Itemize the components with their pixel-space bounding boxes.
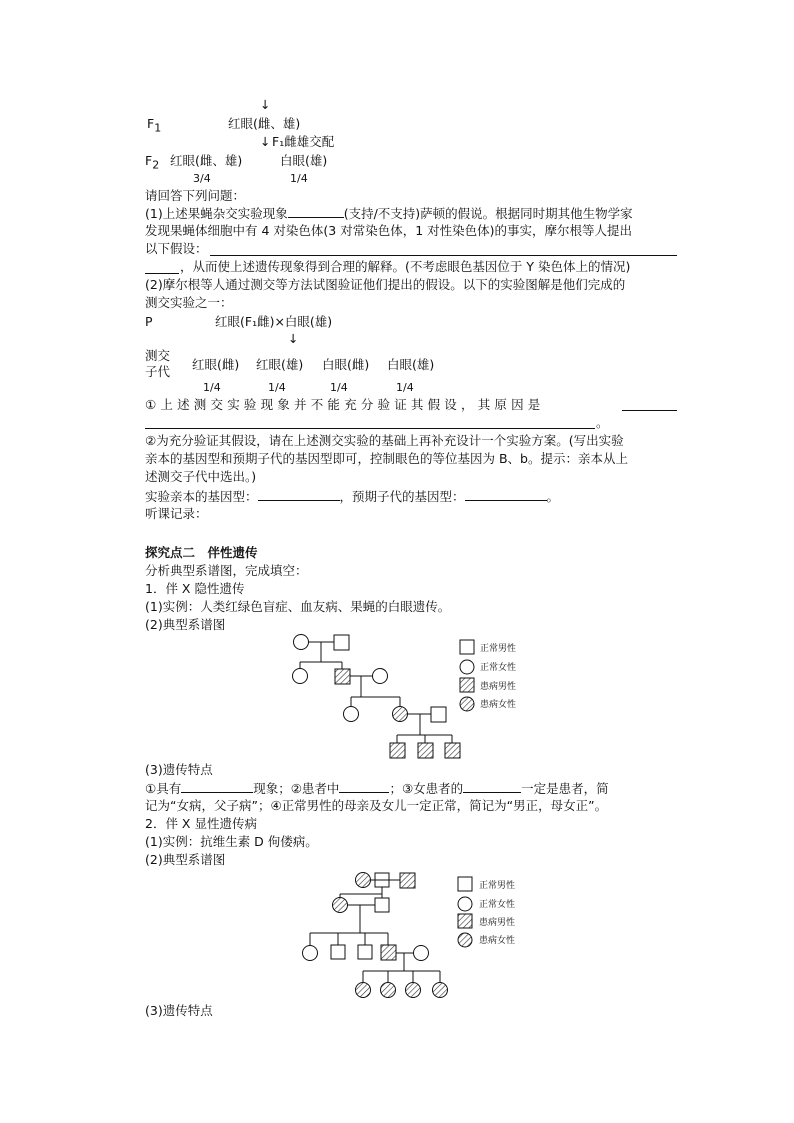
arrow-down: ↓ — [288, 331, 299, 346]
affected-male-symbol — [390, 743, 405, 758]
affected-female-symbol — [433, 983, 448, 998]
section-title: 探究点二 伴性遗传 — [145, 545, 258, 560]
affected-female-symbol — [406, 983, 421, 998]
question-2-part-2-line-3: 述测交子代中选出。) — [145, 469, 257, 484]
legend-affected-male-label: 患病男性 — [479, 918, 516, 928]
offspring-phenotype: 白眼(雌) — [322, 357, 370, 372]
legend-affected-female-symbol — [458, 933, 472, 947]
answer-blank[interactable] — [145, 273, 179, 274]
normal-male-symbol — [431, 707, 446, 722]
experiment-genotypes: 实验亲本的基因型： ，预期子代的基因型： 。 — [145, 489, 560, 504]
normal-female-symbol — [344, 707, 359, 722]
normal-female-symbol — [373, 669, 388, 684]
question-2-part-2-line-1: ②为充分验证其假设，请在上述测交实验的基础上再补充设计一个实验方案。(写出实验 — [145, 433, 624, 448]
affected-male-symbol — [381, 945, 396, 960]
normal-male-symbol — [358, 945, 372, 959]
offspring-ratio: 1/4 — [396, 381, 414, 394]
normal-male-symbol — [334, 635, 349, 650]
legend-affected-male-label: 患病男性 — [480, 682, 517, 692]
legend-normal-female-label: 正常女性 — [479, 900, 516, 910]
p-cross: 红眼(F₁雌)×白眼(雄) — [215, 314, 333, 329]
affected-male-symbol — [445, 743, 460, 758]
f1-phenotype: 红眼(雌、雄) — [228, 116, 301, 131]
xr-features-label: (3)遗传特点 — [145, 762, 213, 777]
f2-generation-label: $F_2$ — [145, 153, 160, 172]
arrow-down: ↓ — [260, 134, 271, 149]
section-intro: 分析典型系谱图，完成填空： — [145, 563, 308, 578]
legend-normal-female-label: 正常女性 — [480, 663, 517, 673]
affected-male-symbol — [335, 669, 350, 684]
mating-note: F₁雌雄交配 — [272, 134, 335, 149]
xd-features-label: (3)遗传特点 — [145, 1003, 213, 1018]
legend-normal-male-label: 正常男性 — [480, 644, 517, 654]
answer-blank[interactable] — [622, 410, 677, 411]
question-2-part-1: ①上述测交实验现象并不能充分验证其假设，其原因是 — [145, 397, 545, 412]
legend-normal-female-symbol — [458, 897, 472, 911]
testcross-label: 子代 — [145, 364, 171, 379]
legend-normal-male-symbol — [460, 640, 474, 654]
normal-female-symbol — [414, 946, 429, 961]
question-1-line-3: 以下假设： — [145, 241, 208, 256]
affected-male-symbol — [418, 743, 433, 758]
offspring-ratio: 1/4 — [268, 381, 286, 394]
offspring-genotype-blank[interactable] — [465, 488, 547, 501]
p-generation-label: P — [145, 314, 153, 329]
xd-example: (1)实例：抗维生素 D 佝偻病。 — [145, 834, 318, 849]
affected-male-symbol — [400, 873, 415, 888]
answer-blank[interactable] — [339, 780, 389, 793]
question-2-line-1: (2)摩尔根等人通过测交等方法试图验证他们提出的假设。以下的实验图解是他们完成的 — [145, 277, 626, 292]
legend-affected-female-label: 患病女性 — [479, 936, 516, 946]
answer-blank[interactable] — [463, 780, 521, 793]
parents-genotype-blank[interactable] — [258, 488, 340, 501]
legend-normal-male-label: 正常男性 — [479, 881, 516, 891]
offspring-phenotype: 红眼(雄) — [256, 357, 304, 372]
question-2-line-2: 测交实验之一： — [145, 295, 233, 310]
testcross-label: 测交 — [145, 348, 171, 363]
class-notes-label: 听课记录： — [145, 506, 208, 521]
offspring-ratio: 1/4 — [203, 381, 221, 394]
f1-generation-label: $F_1$ — [147, 116, 162, 135]
f2-white-phenotype: 白眼(雄) — [280, 153, 328, 168]
normal-female-symbol — [293, 669, 308, 684]
carrier-female-symbol — [393, 707, 408, 722]
xr-features-line-2: 记为“女病，父子病”；④正常男性的母亲及女儿一定正常，简记为“男正，母女正”。 — [145, 798, 608, 813]
question-2-part-2-line-2: 亲本的基因型和预期子代的基因型即可，控制眼色的等位基因为 B、b。提示：亲本从上 — [145, 451, 628, 466]
legend-normal-female-symbol — [460, 660, 474, 674]
normal-male-symbol — [331, 945, 345, 959]
xd-title: 2．伴 X 显性遗传病 — [145, 816, 257, 831]
affected-female-symbol — [356, 873, 371, 888]
question-1-line-4: ，从而使上述遗传现象得到合理的解释。(不考虑眼色基因位于 Y 染色体上的情况) — [180, 259, 631, 274]
legend-affected-male-symbol — [460, 678, 474, 692]
xd-pedigree-chart — [290, 863, 552, 1003]
normal-female-symbol — [294, 635, 309, 650]
questions-intro: 请回答下列问题： — [145, 188, 246, 203]
offspring-ratio: 1/4 — [330, 381, 348, 394]
arrow-down: ↓ — [260, 97, 271, 112]
legend-normal-male-symbol — [458, 877, 472, 891]
answer-blank[interactable] — [181, 780, 253, 793]
offspring-phenotype: 白眼(雄) — [387, 357, 435, 372]
ratio-red: 3/4 — [193, 172, 211, 185]
offspring-phenotype: 红眼(雌) — [192, 357, 240, 372]
legend-affected-male-symbol — [458, 914, 472, 928]
xd-pedigree-label: (2)典型系谱图 — [145, 852, 226, 867]
period-mark: 。 — [596, 415, 609, 430]
affected-female-symbol — [356, 983, 371, 998]
answer-line[interactable] — [145, 428, 595, 429]
normal-male-symbol — [375, 898, 389, 912]
affected-female-symbol — [381, 983, 396, 998]
legend-affected-female-label: 患病女性 — [480, 700, 517, 710]
xr-features-line-1: ①具有 现象；②患者中 ；③女患者的 一定是患者，简 — [145, 781, 609, 796]
affected-female-symbol — [333, 898, 348, 913]
answer-blank[interactable] — [288, 205, 344, 218]
xr-pedigree-chart — [280, 625, 540, 765]
f2-red-phenotype: 红眼(雌、雄) — [170, 153, 243, 168]
xr-example: (1)实例：人类红绿色盲症、血友病、果蝇的白眼遗传。 — [145, 599, 451, 614]
legend-affected-female-symbol — [460, 697, 474, 711]
answer-line[interactable] — [210, 255, 677, 256]
question-1-line-2: 发现果蝇体细胞中有 4 对染色体(3 对常染色体，1 对性染色体)的事实，摩尔根等人提出 — [145, 223, 633, 238]
question-1-line-1: (1)上述果蝇杂交实验现象 (支持/不支持)萨顿的假说。根据同时期其他生物学家 — [145, 206, 633, 221]
ratio-white: 1/4 — [290, 172, 308, 185]
normal-female-symbol — [303, 946, 318, 961]
xr-pedigree-label: (2)典型系谱图 — [145, 617, 226, 632]
xr-title: 1．伴 X 隐性遗传 — [145, 581, 245, 596]
